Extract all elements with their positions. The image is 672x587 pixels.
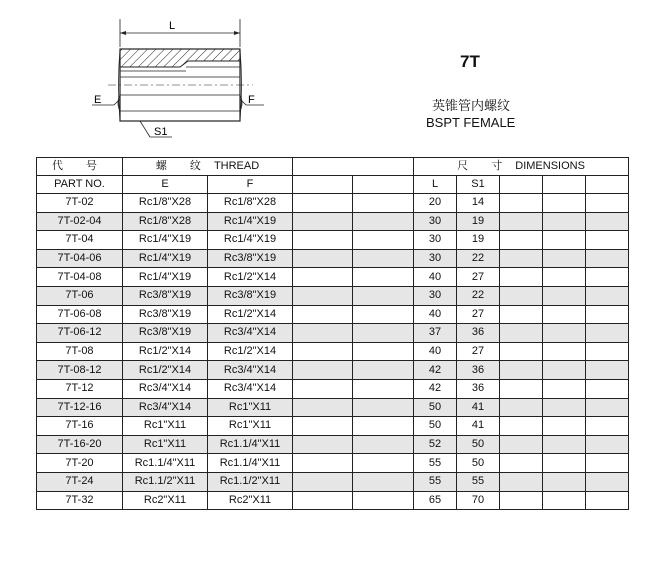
blank-cell — [500, 305, 543, 324]
thread-e-cell: Rc1"X11 — [123, 417, 208, 436]
dim-l-cell: 52 — [414, 435, 457, 454]
blank-cell — [293, 268, 353, 287]
blank-cell — [353, 249, 414, 268]
blank-cell — [353, 212, 414, 231]
thread-f-cell: Rc1/2"X14 — [208, 305, 293, 324]
product-name-cn: 英锥管内螺纹 — [432, 99, 511, 114]
dim-l-cell: 37 — [414, 324, 457, 343]
thread-e-cell: Rc1/4"X19 — [123, 268, 208, 287]
dim-l-cell: 42 — [414, 379, 457, 398]
blank-cell — [586, 454, 629, 473]
thread-e-cell: Rc3/4"X14 — [123, 398, 208, 417]
table-row — [37, 417, 629, 436]
dim-s1-cell: 36 — [457, 379, 500, 398]
table-row — [37, 324, 629, 343]
part-no-cell: 7T-04 — [37, 231, 123, 250]
blank-cell — [543, 435, 586, 454]
code-header-en: PART NO. — [37, 176, 123, 194]
dim-s1-cell: 19 — [457, 231, 500, 250]
blank-cell — [353, 435, 414, 454]
part-no-cell: 7T-20 — [37, 454, 123, 473]
table-row — [37, 435, 629, 454]
blank-cell — [586, 249, 629, 268]
thread-f-header: F — [208, 176, 293, 194]
blank-cell — [293, 491, 353, 510]
dim-l-cell: 30 — [414, 249, 457, 268]
thread-e-header: E — [123, 176, 208, 194]
blank-cell — [293, 361, 353, 380]
dim-l-label: L — [169, 20, 176, 32]
dim-s1-header: S1 — [457, 176, 500, 194]
blank-cell — [500, 286, 543, 305]
blank-cell — [500, 231, 543, 250]
table-row — [37, 379, 629, 398]
blank-cell — [543, 324, 586, 343]
thread-f-cell: Rc1"X11 — [208, 417, 293, 436]
blank-header — [293, 158, 414, 176]
part-no-cell: 7T-32 — [37, 491, 123, 510]
table-row — [37, 231, 629, 250]
dim-s1-cell: 55 — [457, 472, 500, 491]
dims-header-en: DIMENSIONS — [515, 160, 585, 172]
thread-f-cell: Rc3/4"X14 — [208, 361, 293, 380]
part-no-cell: 7T-12 — [37, 379, 123, 398]
blank-cell — [543, 361, 586, 380]
table-row — [37, 454, 629, 473]
blank-cell — [500, 194, 543, 213]
blank-cell — [586, 342, 629, 361]
thread-e-cell: Rc1.1/2"X11 — [123, 472, 208, 491]
blank-cell — [293, 305, 353, 324]
blank-cell — [500, 472, 543, 491]
thread-e-cell: Rc3/8"X19 — [123, 286, 208, 305]
thread-f-cell: Rc1.1/4"X11 — [208, 454, 293, 473]
blank-cell — [353, 324, 414, 343]
spec-table — [36, 157, 629, 510]
blank-cell — [586, 194, 629, 213]
table-row — [37, 249, 629, 268]
product-code: 7T — [460, 52, 480, 71]
header-row-1 — [37, 158, 629, 176]
blank-cell — [293, 324, 353, 343]
dim-l-cell: 55 — [414, 454, 457, 473]
blank-cell — [293, 417, 353, 436]
header-row-2 — [37, 176, 629, 194]
thread-f-cell: Rc3/4"X14 — [208, 379, 293, 398]
dim-s1-cell: 27 — [457, 342, 500, 361]
blank-cell — [353, 472, 414, 491]
blank-cell — [543, 398, 586, 417]
blank-cell — [293, 342, 353, 361]
part-no-cell: 7T-24 — [37, 472, 123, 491]
blank-cell — [543, 491, 586, 510]
thread-f-cell: Rc3/8"X19 — [208, 286, 293, 305]
dim-l-cell: 30 — [414, 286, 457, 305]
dim-s1-cell: 41 — [457, 398, 500, 417]
dim-s1-cell: 22 — [457, 286, 500, 305]
thread-e-cell: Rc1"X11 — [123, 435, 208, 454]
thread-e-cell: Rc1/8"X28 — [123, 212, 208, 231]
blank-cell — [586, 324, 629, 343]
blank-cell — [586, 305, 629, 324]
dim-l-cell: 30 — [414, 212, 457, 231]
thread-f-cell: Rc1.1/2"X11 — [208, 472, 293, 491]
blank-cell — [586, 491, 629, 510]
blank-cell — [586, 435, 629, 454]
thread-f-cell: Rc1/8"X28 — [208, 194, 293, 213]
thread-f-cell: Rc3/8"X19 — [208, 249, 293, 268]
dim-l-cell: 20 — [414, 194, 457, 213]
blank-cell — [500, 212, 543, 231]
part-no-cell: 7T-02-04 — [37, 212, 123, 231]
thread-e-cell: Rc3/8"X19 — [123, 305, 208, 324]
dim-l-cell: 40 — [414, 268, 457, 287]
dims-header-cn: 尺 寸 — [457, 160, 513, 172]
blank-cell — [543, 342, 586, 361]
blank-cell — [353, 286, 414, 305]
dim-s1-cell: 36 — [457, 324, 500, 343]
dim-l-header: L — [414, 176, 457, 194]
blank-cell — [586, 379, 629, 398]
blank-cell — [353, 268, 414, 287]
blank-cell — [500, 249, 543, 268]
part-no-cell: 7T-16 — [37, 417, 123, 436]
thread-f-cell: Rc1"X11 — [208, 398, 293, 417]
thread-e-cell: Rc1/4"X19 — [123, 231, 208, 250]
blank-cell — [353, 194, 414, 213]
blank-cell — [353, 305, 414, 324]
blank-cell — [353, 454, 414, 473]
dim-s1-cell: 50 — [457, 435, 500, 454]
blank-cell — [293, 454, 353, 473]
blank-cell — [543, 249, 586, 268]
thread-e-cell: Rc3/8"X19 — [123, 324, 208, 343]
blank-cell — [586, 417, 629, 436]
blank-cell — [500, 268, 543, 287]
blank-cell — [353, 231, 414, 250]
dim-s1-label: S1 — [154, 126, 168, 138]
thread-e-cell: Rc1/2"X14 — [123, 342, 208, 361]
thread-f-cell: Rc1/4"X19 — [208, 231, 293, 250]
blank-cell — [293, 472, 353, 491]
dim-s1-cell: 22 — [457, 249, 500, 268]
thread-e-cell: Rc3/4"X14 — [123, 379, 208, 398]
dim-s1-cell: 27 — [457, 268, 500, 287]
blank-cell — [293, 435, 353, 454]
part-no-cell: 7T-06-08 — [37, 305, 123, 324]
dim-l-cell: 40 — [414, 342, 457, 361]
part-no-cell: 7T-16-20 — [37, 435, 123, 454]
dim-l-cell: 40 — [414, 305, 457, 324]
product-name-en: BSPT FEMALE — [426, 115, 516, 130]
blank-cell — [543, 268, 586, 287]
blank-cell — [500, 454, 543, 473]
part-no-cell: 7T-02 — [37, 194, 123, 213]
table-row — [37, 342, 629, 361]
blank-cell — [586, 268, 629, 287]
blank-cell — [586, 472, 629, 491]
part-no-cell: 7T-06 — [37, 286, 123, 305]
thread-f-cell: Rc1/2"X14 — [208, 268, 293, 287]
table-row — [37, 398, 629, 417]
blank-cell — [543, 379, 586, 398]
blank-cell — [543, 305, 586, 324]
table-row — [37, 286, 629, 305]
blank-cell — [500, 398, 543, 417]
blank-cell — [500, 491, 543, 510]
dim-s1-cell: 14 — [457, 194, 500, 213]
blank-cell — [293, 398, 353, 417]
blank-cell — [586, 212, 629, 231]
thread-e-cell: Rc2"X11 — [123, 491, 208, 510]
part-no-cell: 7T-08 — [37, 342, 123, 361]
thread-f-cell: Rc3/4"X14 — [208, 324, 293, 343]
blank-cell — [293, 212, 353, 231]
thread-f-cell: Rc1.1/4"X11 — [208, 435, 293, 454]
dim-s1-cell: 27 — [457, 305, 500, 324]
dim-l-cell: 50 — [414, 417, 457, 436]
thread-e-cell: Rc1/4"X19 — [123, 249, 208, 268]
dim-s1-cell: 41 — [457, 417, 500, 436]
blank-cell — [293, 194, 353, 213]
dim-l-cell: 65 — [414, 491, 457, 510]
blank-cell — [500, 417, 543, 436]
table-row — [37, 194, 629, 213]
blank-cell — [353, 379, 414, 398]
dim-l-cell: 55 — [414, 472, 457, 491]
thread-header-en: THREAD — [213, 160, 260, 172]
blank-cell — [543, 194, 586, 213]
blank-cell — [500, 361, 543, 380]
part-no-cell: 7T-08-12 — [37, 361, 123, 380]
blank-cell — [293, 231, 353, 250]
dim-s1-cell: 36 — [457, 361, 500, 380]
dim-e-label: E — [94, 94, 102, 106]
code-header-cn: 代 号 — [37, 158, 123, 176]
dim-s1-cell: 70 — [457, 491, 500, 510]
blank-cell — [353, 342, 414, 361]
table-row — [37, 268, 629, 287]
dim-s1-cell: 50 — [457, 454, 500, 473]
table-row — [37, 212, 629, 231]
blank-cell — [500, 342, 543, 361]
blank-cell — [543, 417, 586, 436]
table-row — [37, 305, 629, 324]
thread-f-cell: Rc1/4"X19 — [208, 212, 293, 231]
dims-header — [414, 158, 629, 176]
blank-cell — [353, 491, 414, 510]
blank-cell — [586, 231, 629, 250]
blank-cell — [353, 361, 414, 380]
thread-f-cell: Rc2"X11 — [208, 491, 293, 510]
table-row — [37, 361, 629, 380]
thread-e-cell: Rc1/8"X28 — [123, 194, 208, 213]
fitting-drawing — [88, 15, 268, 150]
part-no-cell: 7T-06-12 — [37, 324, 123, 343]
thread-e-cell: Rc1/2"X14 — [123, 361, 208, 380]
dim-s1-cell: 19 — [457, 212, 500, 231]
part-no-cell: 7T-04-08 — [37, 268, 123, 287]
table-row — [37, 472, 629, 491]
blank-cell — [586, 361, 629, 380]
blank-cell — [586, 398, 629, 417]
blank-cell — [543, 454, 586, 473]
blank-cell — [543, 231, 586, 250]
blank-cell — [500, 324, 543, 343]
blank-cell — [500, 435, 543, 454]
blank-cell — [353, 417, 414, 436]
blank-cell — [293, 286, 353, 305]
blank-cell — [293, 249, 353, 268]
dim-l-cell: 42 — [414, 361, 457, 380]
blank-cell — [543, 212, 586, 231]
table-row — [37, 491, 629, 510]
part-no-cell: 7T-04-06 — [37, 249, 123, 268]
thread-f-cell: Rc1/2"X14 — [208, 342, 293, 361]
thread-header-cn: 螺 纹 — [155, 160, 211, 172]
thread-e-cell: Rc1.1/4"X11 — [123, 454, 208, 473]
dim-f-label: F — [248, 94, 255, 106]
blank-cell — [543, 286, 586, 305]
dim-l-cell: 50 — [414, 398, 457, 417]
thread-header — [123, 158, 293, 176]
part-no-cell: 7T-12-16 — [37, 398, 123, 417]
dim-l-cell: 30 — [414, 231, 457, 250]
blank-cell — [543, 472, 586, 491]
blank-cell — [353, 398, 414, 417]
blank-cell — [586, 286, 629, 305]
blank-cell — [293, 379, 353, 398]
blank-cell — [500, 379, 543, 398]
